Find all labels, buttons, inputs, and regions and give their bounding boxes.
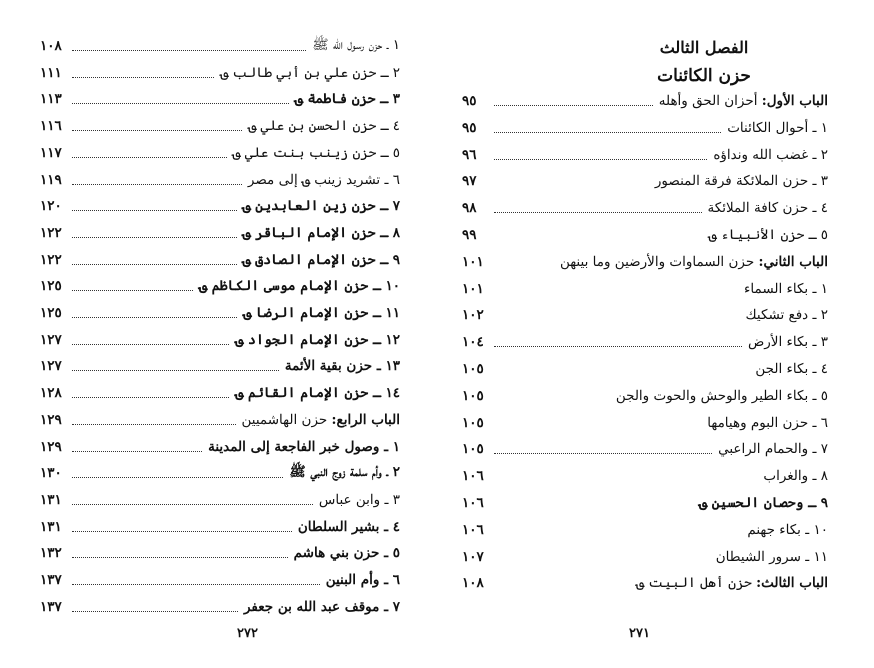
dot-leader bbox=[72, 184, 242, 185]
toc-page-number: ١٢٩ bbox=[40, 438, 62, 455]
toc-entry-title: ١١ ـ سرور الشيطان bbox=[715, 548, 828, 565]
dot-leader bbox=[494, 346, 742, 347]
dot-leader bbox=[494, 427, 701, 428]
dot-leader bbox=[72, 210, 237, 211]
toc-section-text: حزن الهاشميين bbox=[241, 411, 328, 428]
toc-entry-row bbox=[40, 221, 400, 245]
dot-leader bbox=[72, 103, 289, 104]
toc-page-number: ١٢٢ bbox=[40, 251, 62, 268]
toc-section-label: الباب الرابع: bbox=[331, 411, 400, 428]
toc-entry-row bbox=[462, 464, 828, 488]
toc-entry-title: ٤ ـ بكاء الجن bbox=[755, 361, 828, 377]
toc-entry-title: ٣ ـ بكاء الأرض bbox=[747, 334, 828, 351]
toc-entry-row bbox=[462, 330, 828, 354]
toc-entry-title: ٧ ـ موقف عبد الله بن جعفر bbox=[243, 598, 400, 615]
dot-leader bbox=[72, 397, 229, 398]
dot-leader bbox=[72, 77, 214, 78]
toc-page-number: ١١١ bbox=[40, 64, 62, 81]
toc-page-number: ١٠٦ bbox=[462, 468, 484, 485]
toc-page-number: ١٢٥ bbox=[40, 305, 62, 321]
toc-page-number: ١٠٢ bbox=[462, 307, 484, 324]
toc-entry-row bbox=[462, 411, 828, 435]
toc-page-number: ٩٥ bbox=[462, 119, 477, 136]
toc-entry-row bbox=[40, 328, 400, 352]
toc-entry-row bbox=[40, 595, 400, 619]
dot-leader bbox=[72, 557, 288, 558]
dot-leader bbox=[72, 370, 279, 371]
toc-entry-row bbox=[40, 488, 400, 512]
dot-leader bbox=[494, 239, 703, 240]
toc-entry-title: ١٢ ـ حزن الإمام الجواد ؈ bbox=[235, 331, 400, 348]
toc-section-label: الباب الأول: bbox=[761, 93, 828, 109]
toc-entry-row bbox=[40, 541, 400, 565]
dot-leader bbox=[72, 317, 237, 318]
toc-entry-title: ٤ ـ حزن الحسن بن علي ؈ bbox=[248, 118, 400, 135]
toc-page-number: ٩٧ bbox=[462, 173, 477, 190]
dot-leader bbox=[494, 159, 707, 160]
toc-entry-row bbox=[40, 301, 400, 325]
toc-entry-row bbox=[462, 196, 828, 220]
dot-leader bbox=[494, 534, 741, 535]
dot-leader bbox=[494, 480, 757, 481]
toc-entry-row bbox=[40, 194, 400, 218]
toc-section-text: أحزان الحق وأهله bbox=[658, 93, 758, 109]
toc-entry-title: ٤ ـ حزن كافة الملائكة bbox=[707, 200, 828, 217]
toc-section-label: الباب الثاني: bbox=[758, 253, 828, 270]
toc-entry-row bbox=[40, 34, 400, 58]
toc-page-number: ١٣٢ bbox=[40, 545, 62, 562]
toc-entry-title: ١٤ ـ حزن الإمام القائم ؈ bbox=[235, 385, 400, 402]
toc-page-number: ١٣٧ bbox=[40, 572, 62, 588]
toc-entry-row bbox=[462, 545, 828, 569]
toc-page-number: ١٠٦ bbox=[462, 495, 484, 511]
toc-page-number: ١٢٧ bbox=[40, 331, 62, 348]
toc-page-number: ٩٦ bbox=[462, 146, 477, 163]
toc-entry-row bbox=[40, 515, 400, 539]
toc-entry-title: ١٠ ـ بكاء جهنم bbox=[747, 521, 828, 538]
dot-leader bbox=[72, 477, 283, 478]
toc-page-number: ١٢٧ bbox=[40, 358, 62, 375]
dot-leader bbox=[494, 293, 738, 294]
toc-section-text: حزن السماوات والأرضين وما بينهن bbox=[559, 253, 755, 270]
right-page bbox=[462, 0, 828, 668]
toc-section-text: حزن أهل البيت ؈ bbox=[636, 575, 752, 592]
toc-page-number: ١٢٥ bbox=[40, 278, 62, 295]
toc-entry-title: ٥ ـ حزن زينب بنت علي ؈ bbox=[232, 144, 400, 161]
toc-page-number: ١٠٥ bbox=[462, 414, 484, 431]
toc-entry-row bbox=[40, 141, 400, 165]
toc-entry-row bbox=[40, 87, 400, 111]
dot-leader bbox=[72, 157, 227, 158]
dot-leader bbox=[494, 587, 630, 588]
dot-leader bbox=[72, 424, 236, 425]
toc-page-number: ١١٣ bbox=[40, 91, 62, 108]
chapter-title: حزن الكائنات bbox=[657, 66, 751, 86]
toc-page-number: ١١٩ bbox=[40, 171, 62, 188]
dot-leader bbox=[494, 319, 740, 320]
toc-entry-title bbox=[632, 575, 828, 591]
toc-page-number: ٩٩ bbox=[462, 227, 477, 243]
toc-entry-title: ٨ ـ والغراب bbox=[763, 468, 828, 485]
toc-entry-row bbox=[462, 223, 828, 247]
dot-leader bbox=[72, 237, 237, 238]
toc-page-number: ١٣٧ bbox=[40, 598, 62, 615]
dot-leader bbox=[494, 373, 749, 374]
toc-page-number: ١٢٢ bbox=[40, 224, 62, 241]
toc-entry-title: ٣ ـ وابن عباس bbox=[318, 491, 400, 508]
toc-entry-title: ١١ ـ حزن الإمام الرضا ؈ bbox=[243, 305, 400, 321]
toc-page-number: ٩٥ bbox=[462, 93, 477, 109]
toc-entry-title: ٧ ـ والحمام الراعبي bbox=[718, 441, 828, 458]
toc-page-number: ١٣٠ bbox=[40, 465, 62, 482]
toc-entry-row bbox=[40, 461, 400, 485]
dot-leader bbox=[72, 290, 193, 291]
toc-entry-row bbox=[462, 169, 828, 193]
toc-page-number: ١٠٦ bbox=[462, 521, 484, 538]
dot-leader bbox=[494, 105, 653, 106]
toc-section-label: الباب الثالث: bbox=[756, 575, 828, 592]
dot-leader bbox=[494, 185, 649, 186]
toc-entry-title: ٦ ـ حزن البوم وهيامها bbox=[707, 414, 828, 431]
dot-leader bbox=[494, 266, 554, 267]
toc-page-number: ١٠١ bbox=[462, 280, 484, 297]
toc-entry-row bbox=[462, 303, 828, 327]
toc-entry-title: ٥ ـ حزن الأنبياء ؈ bbox=[708, 227, 828, 243]
toc-entry-row bbox=[462, 437, 828, 461]
toc-entry-row bbox=[462, 143, 828, 167]
toc-entry-row bbox=[40, 435, 400, 459]
toc-entry-title: ٢ ـ وأم سلمة زوج النبي ﷺ bbox=[289, 464, 400, 481]
toc-section-row bbox=[462, 571, 828, 595]
toc-page-number: ١٠٨ bbox=[462, 575, 484, 592]
page-number-right: ٢٧١ bbox=[629, 626, 650, 641]
dot-leader bbox=[72, 504, 313, 505]
toc-entry-row bbox=[462, 491, 828, 515]
toc-page-number: ١٢٨ bbox=[40, 385, 62, 402]
dot-leader bbox=[494, 561, 710, 562]
toc-page-number: ١٣١ bbox=[40, 518, 62, 535]
toc-entry-row bbox=[40, 274, 400, 298]
toc-page-number: ١٢٩ bbox=[40, 411, 62, 428]
toc-entry-row bbox=[40, 354, 400, 378]
toc-entry-title: ١ ـ وصول خبر الفاجعة إلى المدينة bbox=[208, 438, 400, 455]
toc-entry-title: ٤ ـ بشير السلطان bbox=[297, 518, 400, 535]
toc-entry-title: ٢ ـ غضب الله ونداؤه bbox=[713, 146, 828, 163]
page-number-left: ٢٧٢ bbox=[237, 626, 258, 641]
dot-leader bbox=[72, 531, 292, 532]
toc-entry-title: ٥ ـ بكاء الطير والوحش والحوت والجن bbox=[615, 387, 828, 404]
toc-entry-title: ٩ ـ وحصان الحسين ؈ bbox=[699, 495, 828, 511]
toc-entry-title: ٨ ـ حزن الإمام الباقر ؈ bbox=[242, 224, 400, 241]
toc-entry-row bbox=[40, 568, 400, 592]
toc-entry-row bbox=[40, 114, 400, 138]
toc-entry-title: ٣ ـ حزن فاطمة ؈ bbox=[294, 91, 400, 108]
toc-page-number: ١٠٥ bbox=[462, 441, 484, 458]
toc-entry-title: ١ ـ أحوال الكائنات bbox=[727, 119, 828, 136]
toc-entry-title bbox=[556, 254, 828, 270]
toc-entry-title bbox=[655, 93, 828, 109]
toc-entry-row bbox=[462, 116, 828, 140]
toc-page-number: ١٠٧ bbox=[462, 548, 484, 565]
toc-page-number: ٩٨ bbox=[462, 200, 477, 217]
toc-page-number: ١٠٥ bbox=[462, 361, 484, 377]
dot-leader bbox=[494, 453, 712, 454]
toc-entry-title: ٩ ـ حزن الإمام الصادق ؈ bbox=[242, 251, 400, 268]
toc-page-number: ١٠١ bbox=[462, 253, 484, 270]
toc-entry-title: ٣ ـ حزن الملائكة فرقة المنصور bbox=[654, 173, 828, 190]
toc-entry-title: ٧ ـ حزن زين العابدين ؈ bbox=[242, 198, 400, 215]
dot-leader bbox=[72, 584, 320, 585]
toc-page-number: ١٠٥ bbox=[462, 387, 484, 404]
dot-leader bbox=[494, 132, 721, 133]
toc-page-number: ١٢٠ bbox=[40, 198, 62, 215]
dot-leader bbox=[494, 400, 610, 401]
dot-leader bbox=[72, 264, 237, 265]
toc-page-number: ١٣١ bbox=[40, 491, 62, 508]
dot-leader bbox=[72, 611, 238, 612]
toc-entry-title: ٢ ـ حزن علي بن أبي طالب ؈ bbox=[220, 64, 400, 81]
toc-entry-row bbox=[462, 357, 828, 381]
chapter-heading: الفصل الثالث bbox=[659, 38, 749, 57]
toc-entry-title: ١ ـ بكاء السماء bbox=[744, 280, 828, 297]
dot-leader bbox=[72, 130, 242, 131]
toc-section-row bbox=[462, 250, 828, 274]
toc-entry-title: ٥ ـ حزن بني هاشم bbox=[293, 545, 400, 562]
toc-entry-row bbox=[40, 381, 400, 405]
toc-entry-row bbox=[40, 168, 400, 192]
toc-page-number: ١١٦ bbox=[40, 118, 62, 135]
dot-leader bbox=[72, 50, 306, 51]
dot-leader bbox=[494, 212, 702, 213]
toc-entry-row bbox=[462, 384, 828, 408]
dot-leader bbox=[72, 451, 202, 452]
toc-page-number: ١١٧ bbox=[40, 144, 62, 161]
toc-entry-row bbox=[462, 518, 828, 542]
toc-entry-title: ٦ ـ وأم البنين bbox=[325, 572, 400, 588]
toc-entry-title: ١٠ ـ حزن الإمام موسى الكاظم ؈ bbox=[199, 278, 400, 295]
toc-section-row bbox=[462, 89, 828, 113]
toc-page-number: ١٠٤ bbox=[462, 334, 484, 351]
toc-entry-title: ١ ـ حزن رسول الله ﷺ bbox=[312, 37, 400, 53]
toc-entry-row bbox=[40, 61, 400, 85]
dot-leader bbox=[494, 507, 693, 508]
toc-entry-title: ١٣ ـ حزن بقية الأئمة bbox=[284, 358, 400, 375]
toc-entry-row bbox=[462, 277, 828, 301]
toc-section-row bbox=[40, 408, 400, 432]
toc-page-number: ١٠٨ bbox=[40, 38, 62, 54]
toc-entry-title: ٦ ـ تشريد زينب ؈ إلى مصر bbox=[247, 171, 400, 188]
dot-leader bbox=[72, 344, 229, 345]
toc-entry-title bbox=[238, 412, 401, 428]
toc-entry-row bbox=[40, 248, 400, 272]
toc-entry-title: ٢ ـ دفع تشكيك bbox=[745, 307, 828, 324]
left-page bbox=[40, 0, 400, 668]
